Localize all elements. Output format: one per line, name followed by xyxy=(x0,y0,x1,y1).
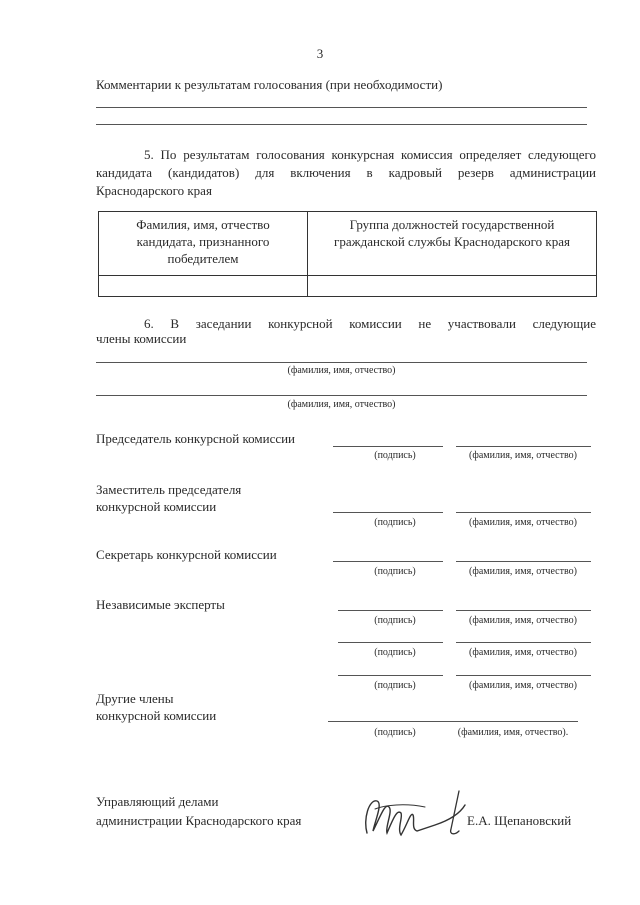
caption-fio: (фамилия, имя, отчество) xyxy=(469,647,577,658)
absent-member-line-2 xyxy=(96,395,587,396)
page-number: 3 xyxy=(316,46,324,61)
caption-fio: (фамилия, имя, отчество) xyxy=(469,680,577,691)
chairman-name-line xyxy=(456,446,591,447)
others-label-line-1: Другие члены xyxy=(96,691,174,706)
table-header-group-line: гражданской службы Краснодарского края xyxy=(334,234,570,249)
others-sign-line xyxy=(328,721,578,722)
comments-line-1 xyxy=(96,107,587,108)
experts-label: Независимые эксперты xyxy=(96,597,225,612)
expert-1-sign-line xyxy=(338,610,443,611)
caption-fio: (фамилия, имя, отчество) xyxy=(469,615,577,626)
caption-fio-2: (фамилия, имя, отчество) xyxy=(287,399,396,410)
expert-2-sign-line xyxy=(338,642,443,643)
caption-sign: (подпись) xyxy=(374,647,416,658)
caption-sign: (подпись) xyxy=(374,517,416,528)
deputy-label-line-2: конкурсной комиссии xyxy=(96,499,217,514)
caption-sign: (подпись) xyxy=(374,680,416,691)
footer-position-line-1: Управляющий делами xyxy=(96,794,219,809)
deputy-label-line-1: Заместитель председателя xyxy=(96,482,242,497)
caption-fio-last: (фамилия, имя, отчество). xyxy=(457,727,569,738)
expert-3-name-line xyxy=(456,675,591,676)
footer-position-line-2: администрации Краснодарского края xyxy=(96,813,302,828)
table-header-group xyxy=(308,216,596,250)
table-row-divider xyxy=(99,275,596,276)
comments-label: Комментарии к результатам голосования (при необходимости) xyxy=(96,77,443,92)
chairman-sign-line xyxy=(333,446,443,447)
secretary-name-line xyxy=(456,561,591,562)
table-header-fio-line: Фамилия, имя, отчество xyxy=(136,217,270,232)
table-header-fio-line: победителем xyxy=(167,251,239,266)
section-6-line-2: члены комиссии xyxy=(96,331,187,346)
footer-name: Е.А. Щепановский xyxy=(467,813,572,828)
secretary-sign-line xyxy=(333,561,443,562)
expert-2-name-line xyxy=(456,642,591,643)
expert-1-name-line xyxy=(456,610,591,611)
section-6-line-1: 6. В заседании конкурсной комиссии не участвовали следующие xyxy=(144,316,596,331)
caption-sign: (подпись) xyxy=(374,450,416,461)
caption-sign: (подпись) xyxy=(374,566,416,577)
table-header-fio-line: кандидата, признанного xyxy=(136,234,270,249)
caption-sign: (подпись) xyxy=(374,727,416,738)
table-header-group-line: Группа должностей государственной xyxy=(349,217,555,232)
caption-fio-1: (фамилия, имя, отчество) xyxy=(287,365,396,376)
caption-fio: (фамилия, имя, отчество) xyxy=(469,450,577,461)
section-5-text: 5. По результатам голосования конкурсная комиссия определяет следующего кандидата (кандидатов) для включения в кадровый резерв администрации Краснодарского края xyxy=(96,147,596,198)
handwritten-signature xyxy=(355,785,475,845)
deputy-name-line xyxy=(456,512,591,513)
caption-sign: (подпись) xyxy=(374,615,416,626)
others-label-line-2: конкурсной комиссии xyxy=(96,708,217,723)
absent-member-line-1 xyxy=(96,362,587,363)
candidates-table xyxy=(98,211,597,297)
deputy-sign-line xyxy=(333,512,443,513)
caption-fio: (фамилия, имя, отчество) xyxy=(469,566,577,577)
caption-fio: (фамилия, имя, отчество) xyxy=(469,517,577,528)
chairman-label: Председатель конкурсной комиссии xyxy=(96,431,296,446)
comments-line-2 xyxy=(96,124,587,125)
expert-3-sign-line xyxy=(338,675,443,676)
secretary-label: Секретарь конкурсной комиссии xyxy=(96,547,277,562)
table-header-fio xyxy=(99,216,307,267)
